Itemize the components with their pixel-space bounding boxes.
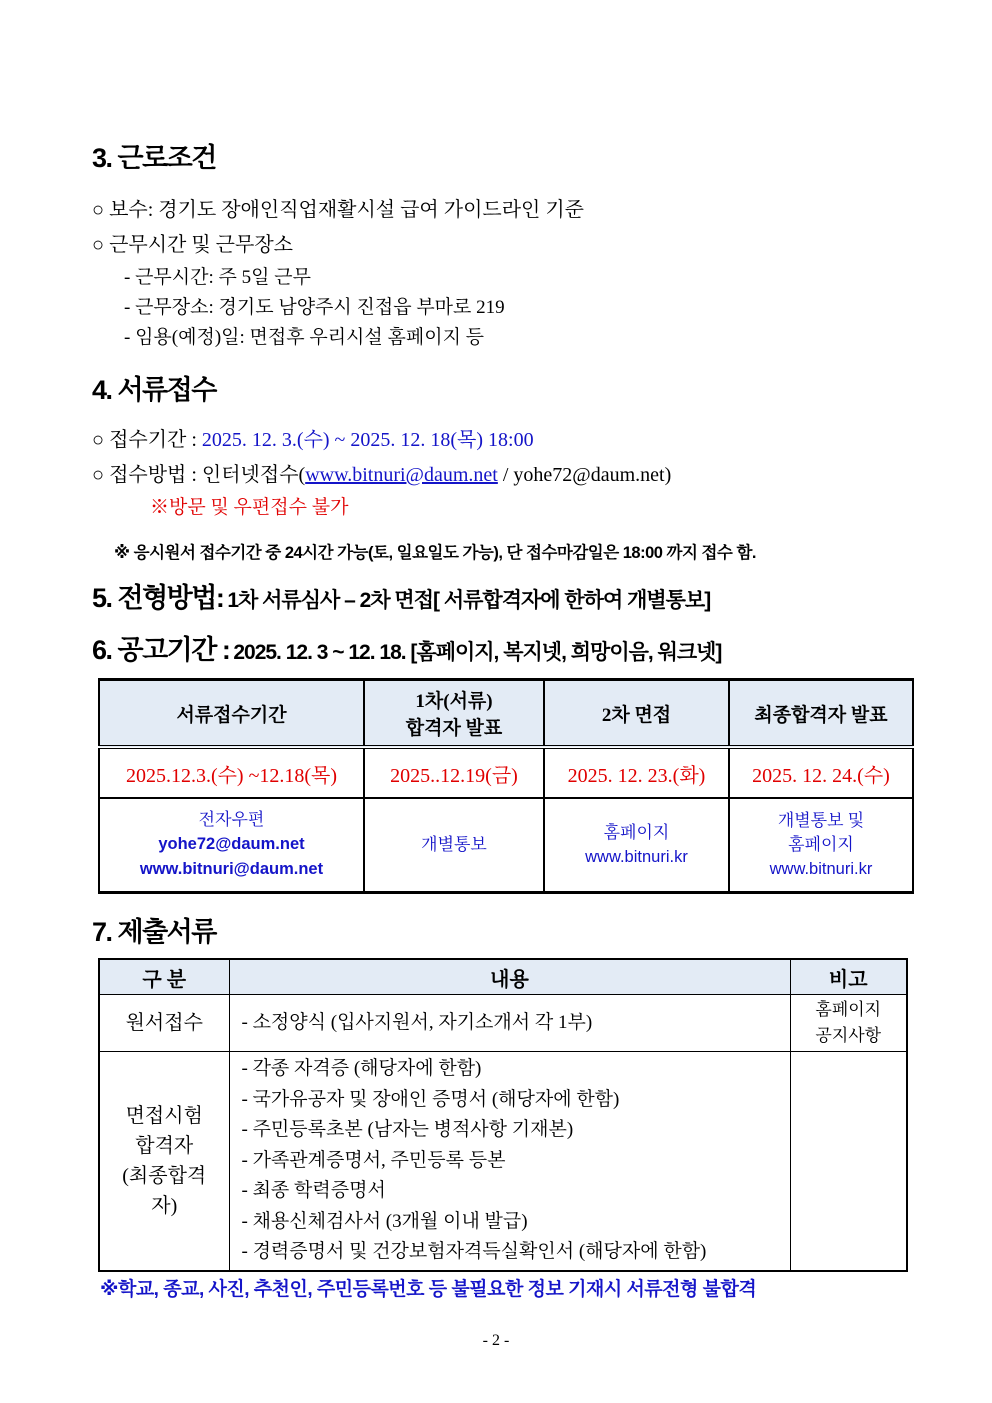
- hours-note: ※ 응시원서 접수기간 중 24시간 가능(토, 일요일도 가능), 단 접수마감일은 18:00 까지 접수 함.: [114, 544, 756, 562]
- schedule-date-interview: 2025. 12. 23.(화): [544, 747, 729, 798]
- email-link[interactable]: www.bitnuri@daum.net: [305, 464, 498, 486]
- documents-header-content: 내용: [229, 959, 790, 995]
- schedule-method-first-pass: 개별통보: [364, 798, 544, 893]
- worktime-detail: - 근무시간: 주 5일 근무: [124, 267, 311, 288]
- documents-table: [98, 958, 908, 1272]
- worktime-line: ○ 근무시간 및 근무장소: [92, 234, 293, 256]
- application-period-label: ○ 접수기간 :: [92, 429, 202, 451]
- application-method-suffix: / yohe72@daum.net): [497, 464, 672, 486]
- schedule-method-interview: 홈페이지 www.bitnuri.kr: [544, 798, 729, 893]
- page-number: - 2 -: [482, 1332, 510, 1349]
- privacy-warning-note: ※학교, 종교, 사진, 추천인, 주민등록번호 등 불필요한 정보 기재시 서류전형 불합격: [100, 1279, 757, 1300]
- section-7-title: 7. 제출서류: [92, 917, 216, 947]
- documents-header-category: 구 분: [99, 959, 229, 995]
- section-5-detail: 1차 서류심사 – 2차 면접[ 서류합격자에 한하여 개별통보]: [227, 589, 711, 612]
- no-visit-warning: ※방문 및 우편접수 불가: [150, 497, 349, 518]
- schedule-method-period: 전자우편 yohe72@daum.net www.bitnuri@daum.net: [99, 798, 364, 893]
- section-documents: [92, 910, 216, 949]
- documents-row-application: [99, 995, 907, 1052]
- section-working-conditions: [92, 136, 584, 353]
- schedule-table-wrap: [98, 678, 914, 894]
- schedule-methods-row: [99, 798, 913, 893]
- schedule-date-final: 2025. 12. 24.(수): [729, 747, 913, 798]
- application-period-line: [92, 423, 756, 458]
- schedule-header-final: 최종합격자 발표: [729, 680, 913, 748]
- schedule-table: [98, 678, 914, 894]
- schedule-date-period: 2025.12.3.(수) ~12.18(목): [99, 747, 364, 798]
- section-notice-period: [92, 628, 721, 667]
- workplace-detail: - 근무장소: 경기도 남양주시 진접읍 부마로 219: [124, 297, 505, 318]
- documents-header-remarks: 비고: [790, 959, 907, 995]
- section-6-title: 6. 공고기간 :: [92, 635, 230, 665]
- schedule-header-row: [99, 680, 913, 748]
- pay-line: ○ 보수: 경기도 장애인직업재활시설 급여 가이드라인 기준: [92, 199, 584, 221]
- section-3-title: 3. 근로조건: [92, 143, 216, 173]
- documents-row1-note: 홈페이지 공지사항: [790, 995, 907, 1052]
- section-application: [92, 368, 756, 563]
- documents-row2-note: [790, 1052, 907, 1271]
- section-4-title: 4. 서류접수: [92, 375, 216, 405]
- documents-row1-content: - 소정양식 (입사지원서, 자기소개서 각 1부): [229, 995, 790, 1052]
- documents-row-interview: [99, 1052, 907, 1271]
- schedule-header-first-pass: 1차(서류) 합격자 발표: [364, 680, 544, 748]
- documents-row1-label: 원서접수: [99, 995, 229, 1052]
- application-method-line: [92, 458, 756, 493]
- schedule-dates-row: [99, 747, 913, 798]
- section-5-title: 5. 전형방법:: [92, 583, 224, 613]
- documents-header-row: [99, 959, 907, 995]
- documents-row2-label: 면접시험 합격자 (최종합격 자): [99, 1052, 229, 1271]
- schedule-date-first-pass: 2025..12.19(금): [364, 747, 544, 798]
- documents-row2-content: - 각종 자격증 (해당자에 한함) - 국가유공자 및 장애인 증명서 (해당자에 한함) - 주민등록초본 (남자는 병적사항 기재본) - 가족관계증명서, 주민등록 등본 - 최종 학력증명서 - 채용신체검사서 (3개월 이내 발급) - 경력증명서 및 건강보험자격득실확인서 (해당자에 한함): [229, 1052, 790, 1271]
- schedule-method-final: 개별통보 및 홈페이지 www.bitnuri.kr: [729, 798, 913, 893]
- section-6-detail: 2025. 12. 3 ~ 12. 18. [홈페이지, 복지넷, 희망이음, 워크넷]: [233, 641, 722, 664]
- appointment-detail: - 임용(예정)일: 면접후 우리시설 홈페이지 등: [124, 327, 485, 348]
- application-period-value: 2025. 12. 3.(수) ~ 2025. 12. 18(목) 18:00: [201, 429, 534, 451]
- schedule-header-period: 서류접수기간: [99, 680, 364, 748]
- application-method-label: ○ 접수방법 : 인터넷접수(: [92, 464, 306, 486]
- section-selection: [92, 576, 710, 615]
- documents-table-wrap: [98, 958, 908, 1272]
- schedule-header-interview: 2차 면접: [544, 680, 729, 748]
